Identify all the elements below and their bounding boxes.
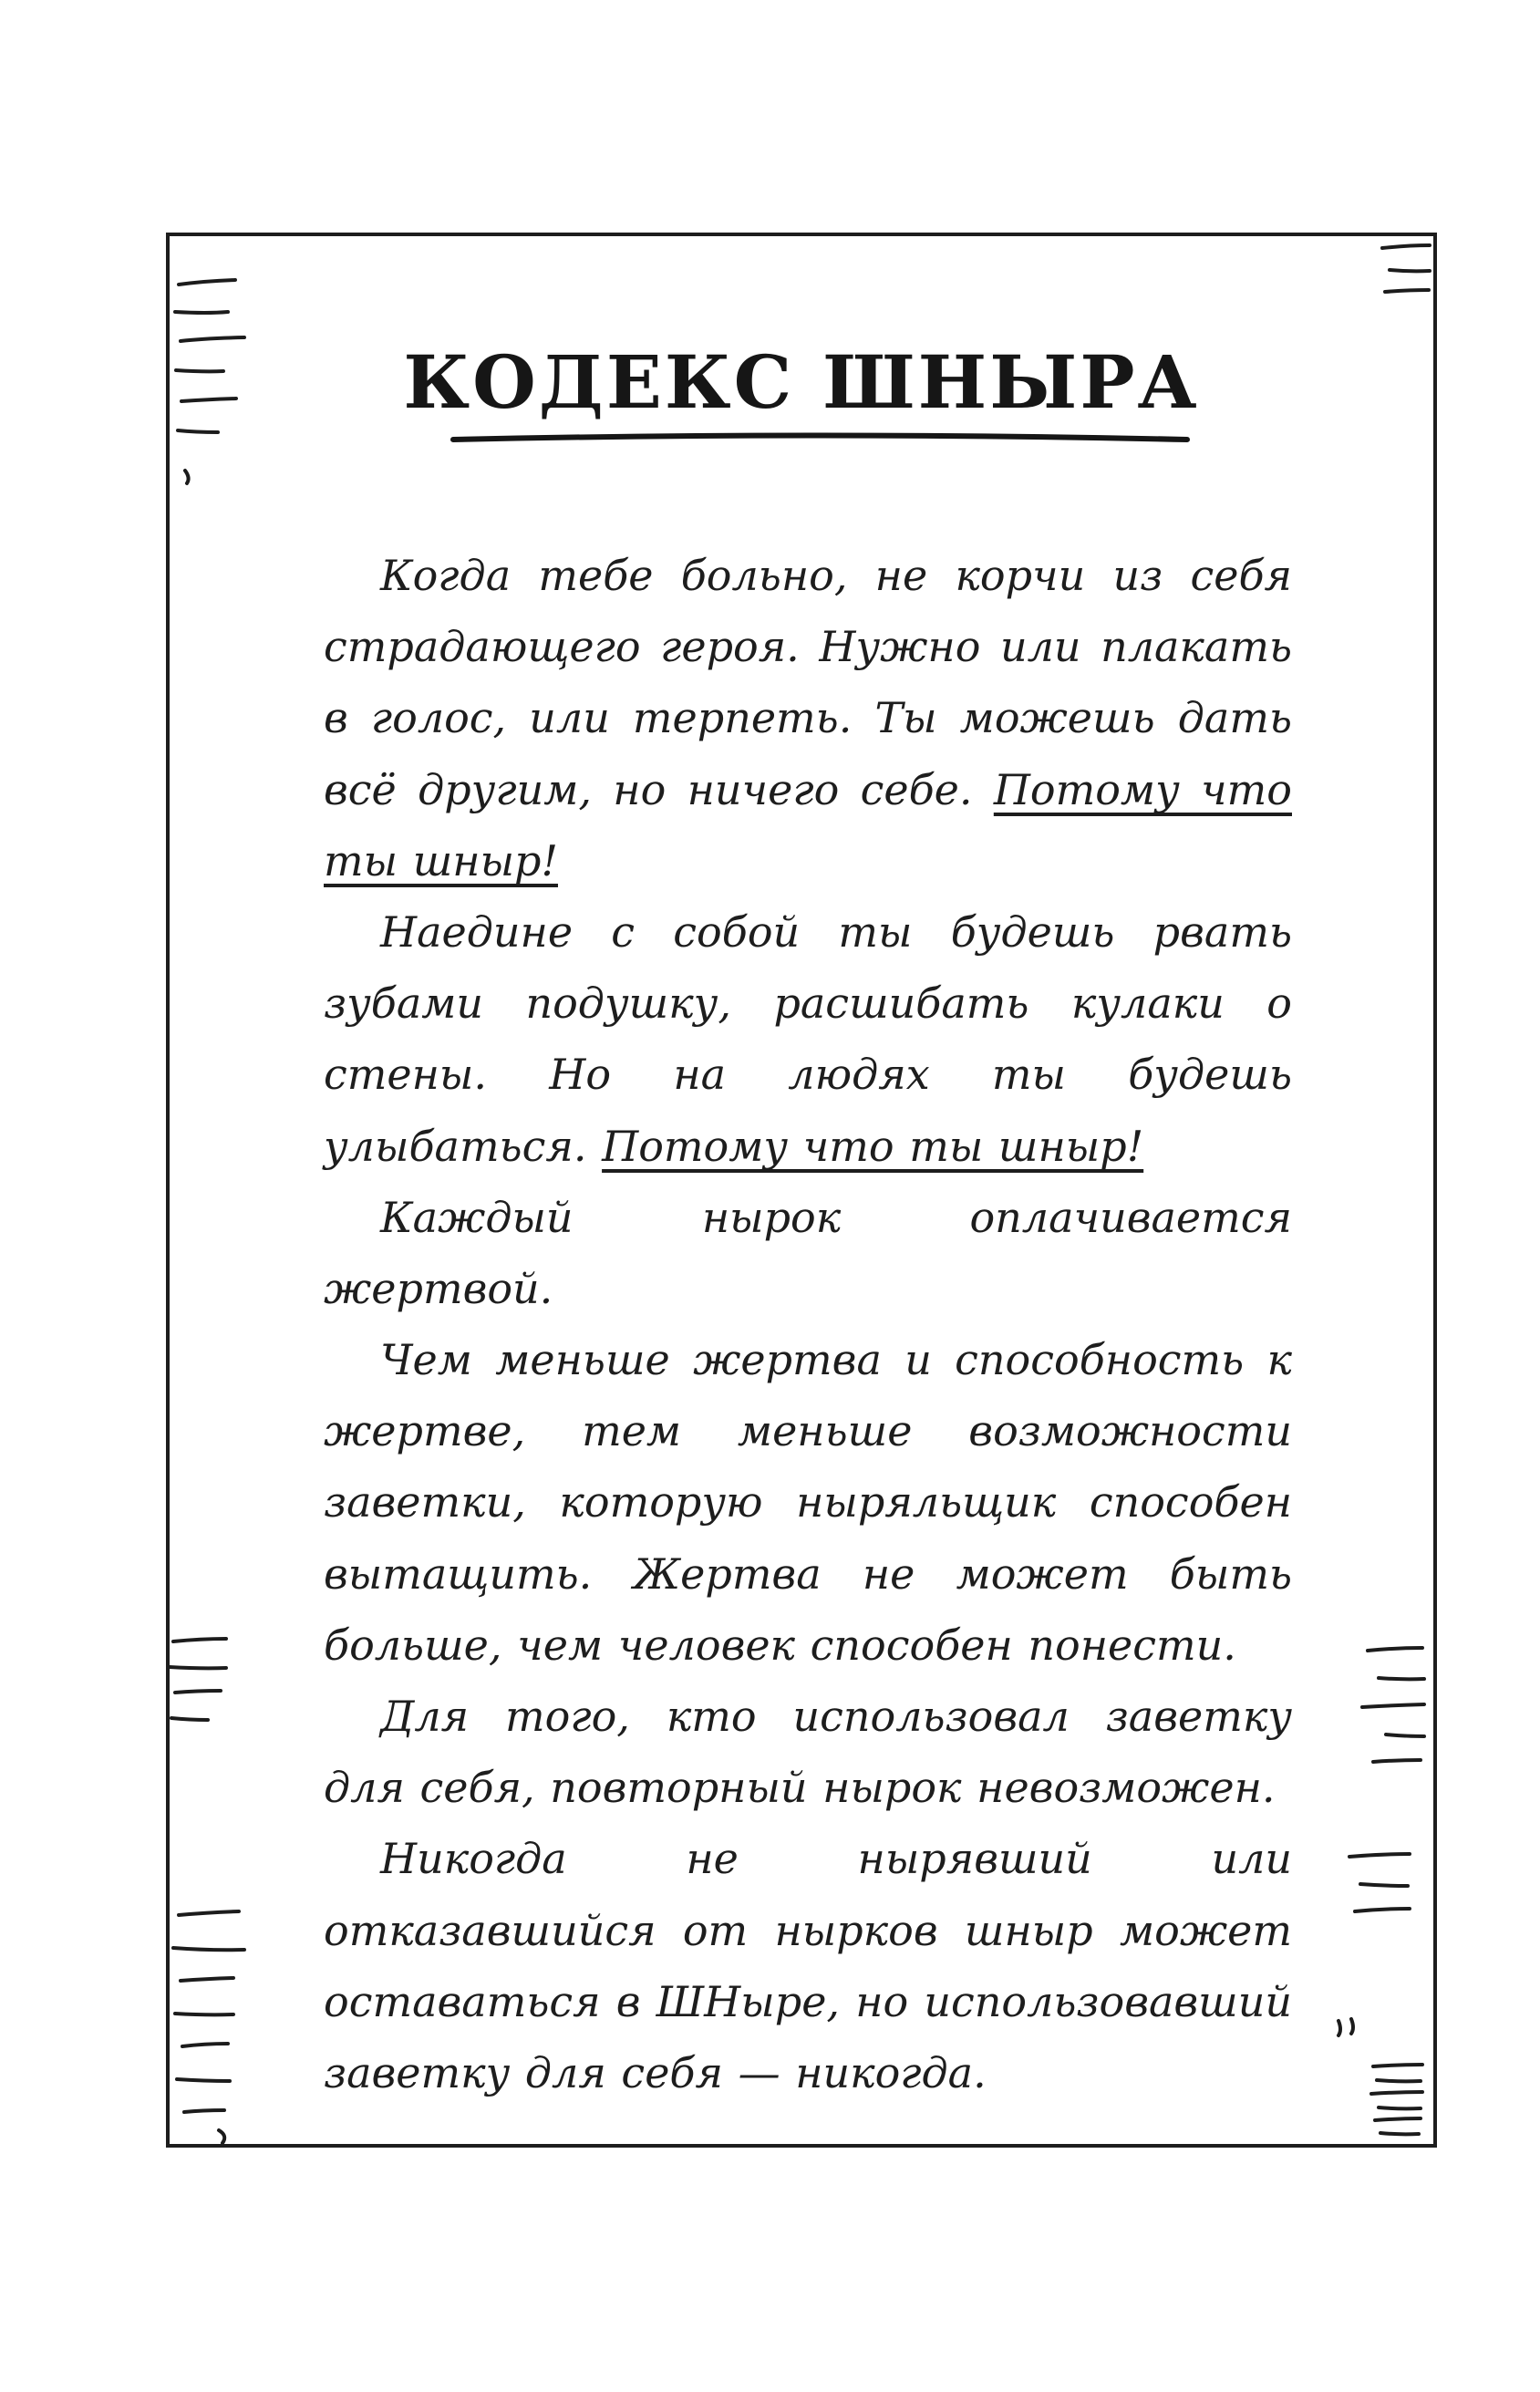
paragraph-text: Никогда не нырявший или отказавшийся от нырков шныр может оставаться в ШНыре, но использовавший заветку для себя — никогда.: [324, 1834, 1292, 2097]
paragraph-text: Чем меньше жертва и способность к жертве, тем меньше возможности заветки, которую ныряльщик способен вытащить. Жертва не может быть больше, чем человек способен понести.: [324, 1335, 1292, 1670]
sketch-marks-bottom-right: [1338, 1854, 1422, 2134]
sketch-marks-bottom-left: [173, 1911, 244, 2143]
page-title: КОДЕКС ШНЫРА: [403, 339, 1200, 425]
paragraph-text: Каждый нырок оплачивается жертвой.: [324, 1192, 1292, 1313]
sketch-marks-top-right: [1382, 245, 1430, 292]
paragraph: [324, 896, 1292, 1182]
underlined-phrase: Потому что ты шныр!: [324, 764, 1292, 885]
paragraph: [324, 540, 1292, 896]
paragraph: [324, 1182, 1292, 1324]
text-block: [324, 540, 1292, 2108]
sketch-marks-middle-right: [1362, 1648, 1424, 1762]
paragraph-text: Для того, кто использовал заветку для себя, повторный нырок невозможен.: [324, 1692, 1292, 1813]
underlined-phrase: Потому что ты шныр!: [602, 1121, 1144, 1171]
title-underline: [453, 436, 1187, 440]
sketch-marks-middle-left: [170, 1639, 226, 1720]
paragraph-text: Наедине с собой ты будешь рвать зубами подушку, расшибать кулаки о стены. Но на людях ты будешь улыбаться.: [324, 906, 1292, 1171]
paragraph-text: Когда тебе больно, не корчи из себя страдающего героя. Нужно или плакать в голос, или терпеть. Ты можешь дать всё другим, но ничего себе.: [324, 551, 1292, 814]
paragraph: [324, 1681, 1292, 1823]
paragraph: [324, 1324, 1292, 1681]
paragraph: [324, 1823, 1292, 2108]
